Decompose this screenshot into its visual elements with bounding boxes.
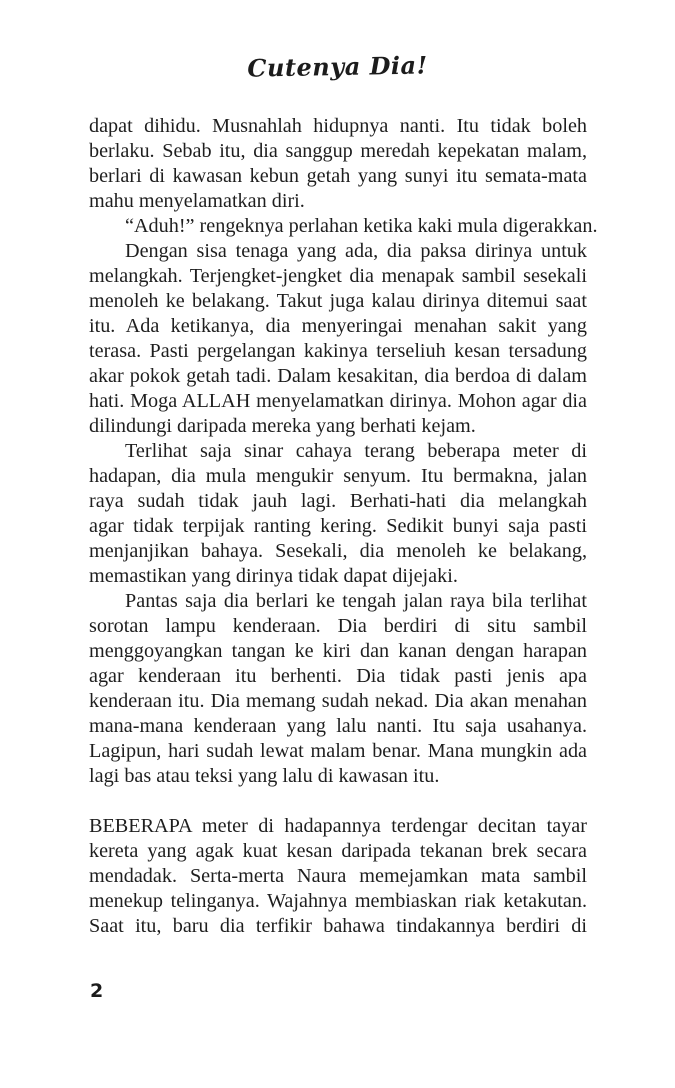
- text-line: akar pokok getah tadi. Dalam kesakitan, dia berdoa di dalam: [89, 365, 587, 387]
- running-header-title: Cutenya Dia!: [247, 50, 428, 83]
- paragraph: [89, 814, 587, 939]
- text-line: berlaku. Sebab itu, dia sanggup meredah kepekatan malam,: [89, 140, 587, 162]
- text-line: menekup telinganya. Wajahnya membiaskan riak ketakutan.: [89, 890, 587, 912]
- text-line: menggoyangkan tangan ke kiri dan kanan dengan harapan: [89, 640, 587, 662]
- text-line: mana-mana kenderaan yang lalu nanti. Itu saja usahanya.: [89, 715, 587, 737]
- text-line: melangkah. Terjengket-jengket dia menapak sambil sesekali: [89, 265, 587, 287]
- text-line: menoleh ke belakang. Takut juga kalau dirinya ditemui saat: [89, 290, 587, 312]
- text-line: hadapan, dia mula mengukir senyum. Itu bermakna, jalan: [89, 465, 587, 487]
- text-line: Lagipun, hari sudah lewat malam benar. Mana mungkin ada: [89, 740, 587, 762]
- page-number: 2: [90, 980, 104, 1002]
- text-line: hati. Moga ALLAH menyelamatkan dirinya. Mohon agar dia: [89, 390, 587, 412]
- text-line: kenderaan itu. Dia memang sudah nekad. Dia akan menahan: [89, 690, 587, 712]
- text-line: memastikan yang dirinya tidak dapat dijejaki.: [89, 565, 458, 587]
- text-line: agar kenderaan itu berhenti. Dia tidak pasti jenis apa: [89, 665, 587, 687]
- text-line: berlari di kawasan kebun getah yang sunyi itu semata-mata: [89, 165, 587, 187]
- text-line: dapat dihidu. Musnahlah hidupnya nanti. Itu tidak boleh: [89, 115, 587, 137]
- text-line: raya sudah tidak jauh lagi. Berhati-hati dia melangkah: [89, 490, 587, 512]
- text-line: agar tidak terpijak ranting kering. Sedikit bunyi saja pasti: [89, 515, 587, 537]
- body-text: [89, 114, 598, 939]
- text-line: mendadak. Serta-merta Naura memejamkan mata sambil: [89, 865, 587, 887]
- text-line: BEBERAPA meter di hadapannya terdengar decitan tayar: [89, 815, 587, 837]
- text-line: Saat itu, baru dia terfikir bahawa tindakannya berdiri di: [89, 915, 587, 937]
- text-line: Dengan sisa tenaga yang ada, dia paksa dirinya untuk: [125, 240, 587, 262]
- paragraph: [89, 239, 587, 439]
- text-line: “Aduh!” rengeknya perlahan ketika kaki mula digerakkan.: [125, 215, 598, 237]
- paragraph: [89, 439, 587, 589]
- text-line: sorotan lampu kenderaan. Dia berdiri di situ sambil: [89, 615, 587, 637]
- text-line: menjanjikan bahaya. Sesekali, dia menoleh ke belakang,: [89, 540, 587, 562]
- text-line: dilindungi daripada mereka yang berhati kejam.: [89, 415, 476, 437]
- text-line: Terlihat saja sinar cahaya terang beberapa meter di: [125, 440, 587, 462]
- paragraph: [89, 214, 598, 239]
- text-line: terasa. Pasti pergelangan kakinya terseliuh kesan tersadung: [89, 340, 587, 362]
- section-break: [89, 789, 587, 814]
- paragraph: [89, 114, 587, 214]
- text-line: itu. Ada ketikanya, dia menyeringai menahan sakit yang: [89, 315, 587, 337]
- text-line: Pantas saja dia berlari ke tengah jalan raya bila terlihat: [125, 590, 587, 612]
- text-line: kereta yang agak kuat kesan daripada tekanan brek secara: [89, 840, 587, 862]
- text-line: mahu menyelamatkan diri.: [89, 190, 305, 212]
- paragraph: [89, 589, 587, 789]
- text-line: lagi bas atau teksi yang lalu di kawasan itu.: [89, 765, 440, 787]
